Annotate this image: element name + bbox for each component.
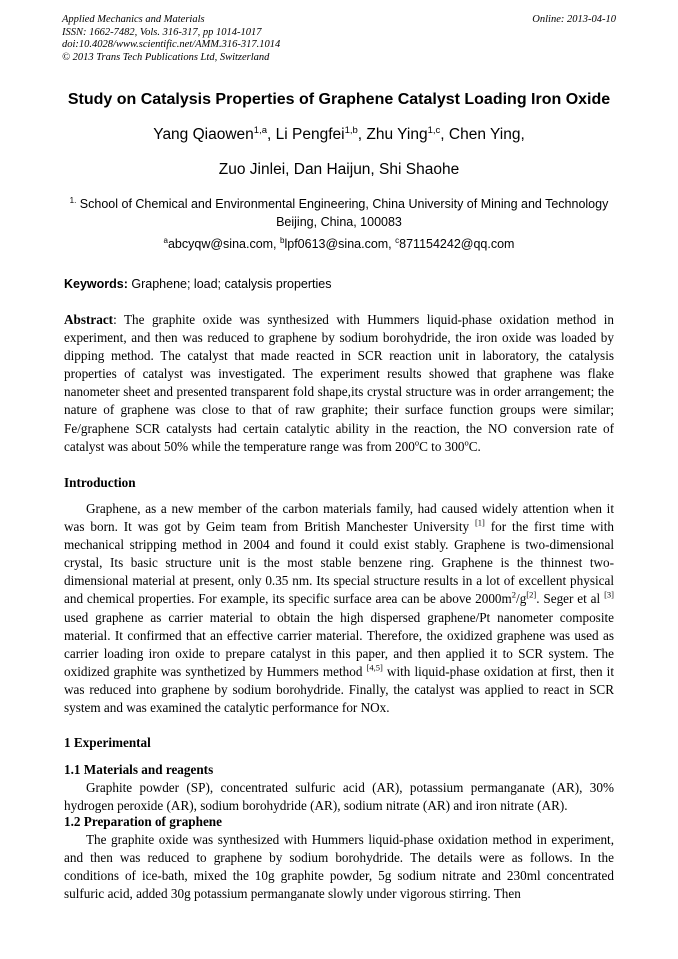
author-name: Li Pengfei — [275, 126, 345, 143]
author-superscript: 1,c — [427, 124, 441, 136]
intro-text: /g — [516, 591, 527, 607]
journal-header — [62, 14, 616, 64]
intro-text: . Seger et al — [536, 591, 605, 607]
paper-title: Study on Catalysis Properties of Graphene Catalyst Loading Iron Oxide — [67, 91, 611, 108]
materials-subheading: 1.1 Materials and reagents — [64, 762, 214, 777]
keywords-text: Graphene; load; catalysis properties — [127, 277, 332, 291]
intro-text: used graphene as carrier material to obtain the high dispersed graphene/Pt nanometer composite material. It confirmed that an effective carrier material. Therefore, the oxidized graphene was used as carrier loading iron oxide to prepare catalyst in this paper, and then applied it to SCR system. The oxidized graphite was synthetized by Hummers method — [64, 609, 614, 679]
authors-line-2: Zuo Jinlei, Dan Haijun, Shi Shaohe — [218, 161, 460, 178]
author-separator: , — [357, 126, 367, 143]
affiliation-line-1: School of Chemical and Environmental Engineering, China University of Mining and Technology — [76, 197, 609, 211]
degree-mark: o — [414, 437, 420, 448]
citation-ref[interactable]: [3] — [604, 590, 614, 601]
degree-mark: o — [464, 437, 469, 448]
copyright-line: © 2013 Trans Tech Publications Ltd, Switzerland — [62, 51, 270, 63]
email-c[interactable]: 871154242@qq.com — [399, 237, 515, 251]
affiliation-line-2: Beijing, China, 100083 — [276, 214, 402, 229]
materials-text: Graphite powder (SP), concentrated sulfuric acid (AR), potassium permanganate (AR), 30% hydrogen peroxide (AR), sodium borohydride (AR), sodium nitrate (AR) and iron nitrate (AR). — [64, 780, 614, 814]
doi-line: doi:10.4028/www.scientific.net/AMM.316-317.1014 — [62, 39, 281, 50]
authors-line-1 — [30, 126, 648, 144]
intro-text: with liquid-phase oxidation at first, then it was reduced into graphene by sodium borohydride. Finally, the catalyst was applied to react in SCR system and was examined the catalytic performance for NOx. — [64, 663, 614, 716]
intro-text: Graphene, as a new member of the carbon materials family, had caused widely attention when it was born. It was got by Geim team from British Manchester University — [64, 501, 614, 535]
citation-ref[interactable]: [4,5] — [366, 662, 383, 673]
introduction-heading: Introduction — [64, 475, 136, 490]
author-name: , Chen Ying, — [440, 126, 525, 143]
abstract-text: C to 300 — [419, 438, 465, 454]
affiliation — [64, 196, 614, 231]
email-superscript: b — [280, 235, 285, 245]
keywords-label: Keywords: — [64, 277, 128, 291]
citation-ref[interactable]: [1] — [474, 517, 485, 528]
abstract-text: : The graphite oxide was synthesized with Hummers liquid-phase oxidation method in experiment, and then was reduced to graphene by sodium borohydride, the iron oxide was loaded by dipping method. The catalyst that made reacted in SCR reaction unit in laboratory, the catalysis properties of catalyst was investigated. The experiment results showed that graphene was flake nanometer sheet and presented transparent fold shape,its crystal structure was in order arrangement; the nature of graphene was close to that of raw graphite; their surface function groups were similar; Fe/graphene SCR catalysts had certain catalytic ability in the reaction, the NO conversion rate of catalyst was about 50% while the temperature range was from 200 — [64, 312, 614, 454]
author-superscript: 1,a — [253, 124, 267, 136]
abstract — [64, 311, 614, 456]
journal-name: Applied Mechanics and Materials — [62, 14, 205, 25]
author-emails — [30, 237, 648, 251]
materials-body — [64, 779, 614, 815]
superscript: 2 — [511, 590, 517, 601]
author-superscript: 1,b — [344, 124, 358, 136]
online-date: Online: 2013-04-10 — [532, 14, 616, 25]
intro-text: for the first time with mechanical stripping method in 2004 and found it could exist stably. Graphene is two-dimensional crystal, Its basic structure unit is the most stable benzene ring. Graphene is the thinnest two-dimensional material at present, only 0.35 nm. Its special structure results in a lot of excellent physical and chemical properties. For example, its specific surface area can be above 2000m — [64, 519, 614, 607]
abstract-label: Abstract — [64, 312, 114, 327]
email-b[interactable]: lpf0613@sina.com, — [284, 237, 396, 251]
author-name: Zhu Ying — [366, 126, 428, 143]
abstract-text: C. — [468, 438, 481, 454]
graphene-prep-subheading: 1.2 Preparation of graphene — [64, 814, 222, 829]
keywords — [64, 277, 614, 291]
author-separator: , — [267, 126, 276, 143]
graphene-prep-text: The graphite oxide was synthesized with Hummers liquid-phase oxidation method in experiment, and then was reduced to graphene by sodium borohydride. The details were as follows. In the conditions of ice-bath, mixed the 10g graphite powder, 5g sodium nitrate and 230ml concentrated sulfuric acid, added 30g potassium permanganate slowly under vigorous stirring. Then — [64, 832, 614, 902]
author-name: Yang Qiaowen — [153, 126, 254, 143]
graphene-prep-body — [64, 831, 614, 903]
issn-line: ISSN: 1662-7482, Vols. 316-317, pp 1014-1017 — [62, 26, 262, 38]
introduction-body — [64, 500, 614, 717]
experimental-heading: 1 Experimental — [64, 735, 151, 750]
email-a[interactable]: abcyqw@sina.com, — [167, 237, 281, 251]
email-superscript: a — [163, 235, 168, 245]
citation-ref[interactable]: [2] — [526, 590, 537, 601]
email-superscript: c — [395, 235, 400, 245]
affiliation-superscript: 1. — [69, 195, 77, 205]
